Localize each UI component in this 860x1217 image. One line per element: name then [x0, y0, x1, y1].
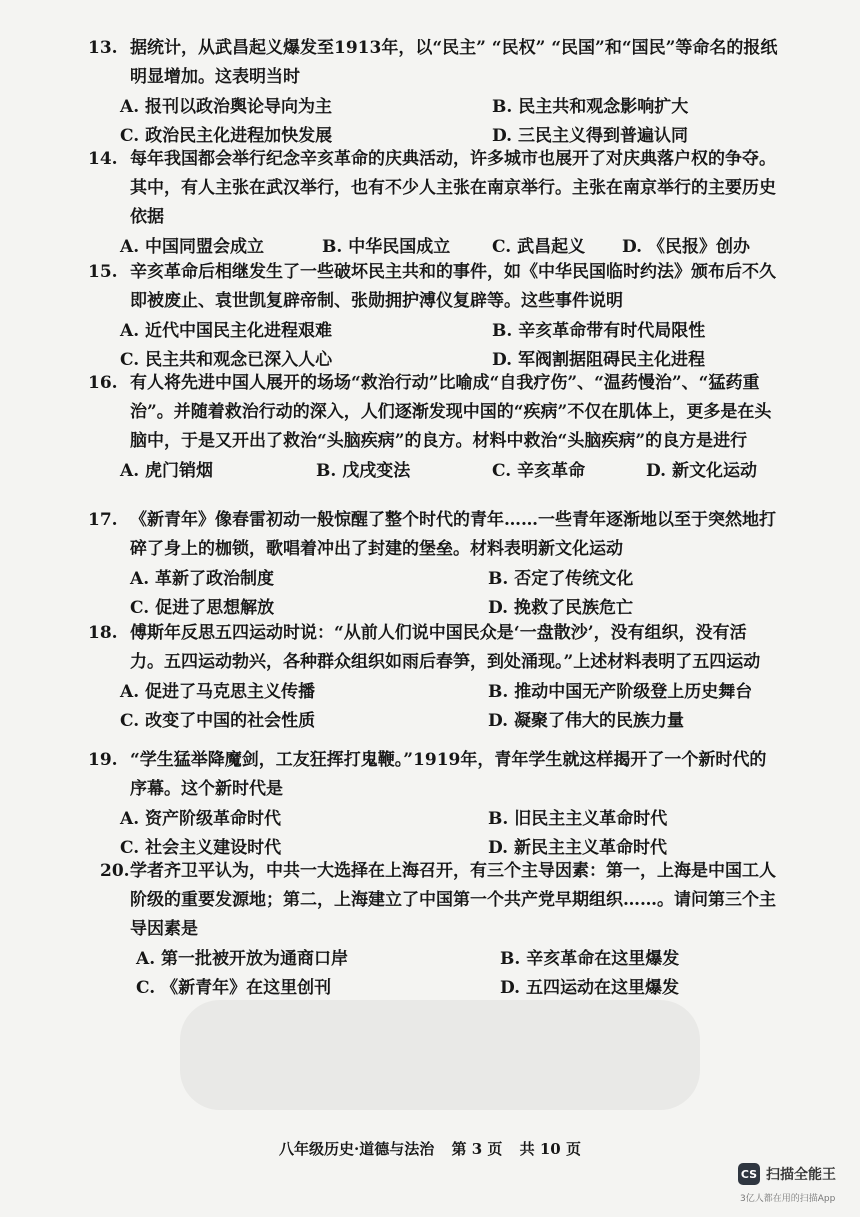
option-a: A. 近代中国民主化进程艰难 [120, 321, 333, 341]
question-text: 《新青年》像春雷初动一般惊醒了整个时代的青年……一些青年逐渐地以至于突然地打碎了身上的枷锁，歌唱着冲出了封建的堡垒。材料表明新文化运动 [130, 510, 776, 559]
option-d: D. 三民主义得到普遍认同 [492, 126, 688, 146]
question-number: 18. [88, 623, 118, 643]
option-b: B. 戊戌变法 [316, 461, 411, 481]
options-row [0, 944, 860, 973]
options-row [0, 564, 860, 593]
options-row [0, 677, 860, 706]
option-b: B. 辛亥革命带有时代局限性 [492, 321, 706, 341]
question-18 [0, 619, 860, 735]
option-a: A. 促进了马克思主义传播 [120, 682, 316, 702]
option-b: B. 民主共和观念影响扩大 [492, 97, 689, 117]
question-text: 辛亥革命后相继发生了一些破坏民主共和的事件，如《中华民国临时约法》颁布后不久即被废止、袁世凯复辟帝制、张勋拥护溥仪复辟等。这些事件说明 [130, 262, 776, 311]
options-row [0, 232, 860, 261]
question-stem [0, 369, 860, 456]
question-stem [0, 619, 860, 677]
option-a: A. 资产阶级革命时代 [120, 809, 282, 829]
question-20 [0, 857, 860, 1002]
option-c: C. 政治民主化进程加快发展 [120, 126, 333, 146]
option-d: D. 《民报》创办 [622, 237, 750, 257]
option-a: A. 报刊以政治舆论导向为主 [120, 97, 333, 117]
question-stem [0, 258, 860, 316]
question-stem [0, 145, 860, 232]
option-b: B. 辛亥革命在这里爆发 [500, 949, 680, 969]
question-number: 13. [88, 38, 118, 58]
option-a: A. 革新了政治制度 [130, 569, 275, 589]
question-15 [0, 258, 860, 374]
question-17 [0, 506, 860, 622]
question-number: 19. [88, 750, 118, 770]
question-13 [0, 34, 860, 150]
option-b: B. 旧民主主义革命时代 [488, 809, 668, 829]
question-text: 有人将先进中国人展开的场场“救治行动”比喻成“自我疗伤”、“温药慢治”、“猛药重治”。并随着救治行动的深入，人们逐渐发现中国的“疾病”不仅在肌体上，更多是在头脑中，于是又开出了救治“头脑疾病”的良方。材料中救治“头脑疾病”的良方是进行 [130, 373, 772, 451]
camscanner-logo-icon: CS [738, 1163, 760, 1185]
option-d: D. 军阀割据阻碍民主化进程 [492, 350, 705, 370]
question-stem [0, 34, 860, 92]
option-c: C. 促进了思想解放 [130, 598, 275, 618]
watermark-tagline: 3亿人都在用的扫描App [740, 1194, 836, 1204]
option-d: D. 挽救了民族危亡 [488, 598, 633, 618]
question-number: 17. [88, 510, 118, 530]
question-stem [0, 746, 860, 804]
option-c: C. 武昌起义 [492, 237, 586, 257]
option-b: B. 中华民国成立 [322, 237, 451, 257]
option-d: D. 五四运动在这里爆发 [500, 978, 679, 998]
question-text: 每年我国都会举行纪念辛亥革命的庆典活动，许多城市也展开了对庆典落户权的争夺。其中，有人主张在武汉举行，也有不少人主张在南京举行。主张在南京举行的主要历史依据 [130, 149, 776, 227]
footer-subject: 八年级历史·道德与法治 [279, 1140, 435, 1158]
question-19 [0, 746, 860, 862]
watermark-brand: 扫描全能王 [766, 1167, 836, 1183]
options-row [0, 593, 860, 622]
option-c: C. 社会主义建设时代 [120, 838, 282, 858]
options-row [0, 804, 860, 833]
option-d: D. 新文化运动 [646, 461, 757, 481]
question-number: 16. [88, 373, 118, 393]
scanner-watermark [738, 1163, 836, 1185]
option-d: D. 凝聚了伟大的民族力量 [488, 711, 684, 731]
question-number: 14. [88, 149, 118, 169]
question-stem [0, 506, 860, 564]
footer-page-number: 第 3 页 [451, 1140, 503, 1158]
options-row [0, 456, 860, 485]
option-c: C. 民主共和观念已深入人心 [120, 350, 333, 370]
option-a: A. 第一批被开放为通商口岸 [136, 949, 349, 969]
option-b: B. 推动中国无产阶级登上历史舞台 [488, 682, 753, 702]
page-footer [0, 1138, 860, 1159]
options-row [0, 92, 860, 121]
option-c: C. 《新青年》在这里创刊 [136, 978, 332, 998]
options-row [0, 316, 860, 345]
option-c: C. 改变了中国的社会性质 [120, 711, 316, 731]
question-text: 学者齐卫平认为，中共一大选择在上海召开，有三个主导因素：第一，上海是中国工人阶级的重要发源地；第二，上海建立了中国第一个共产党早期组织……。请问第三个主导因素是 [130, 861, 776, 939]
question-16 [0, 369, 860, 485]
option-d: D. 新民主主义革命时代 [488, 838, 667, 858]
question-text: 据统计，从武昌起义爆发至1913年，以“民主” “民权” “民国”和“国民”等命名的报纸明显增加。这表明当时 [130, 38, 778, 87]
question-text: 傅斯年反思五四运动时说：“从前人们说中国民众是‘一盘散沙’，没有组织，没有活力。五四运动勃兴，各种群众组织如雨后春笋，到处涌现。”上述材料表明了五四运动 [130, 623, 761, 672]
options-row [0, 973, 860, 1002]
scan-smudge [180, 1000, 700, 1110]
option-b: B. 否定了传统文化 [488, 569, 634, 589]
question-text: “学生猛举降魔剑，工友狂挥打鬼鞭。”1919年，青年学生就这样揭开了一个新时代的序幕。这个新时代是 [130, 750, 767, 799]
question-stem [0, 857, 860, 944]
option-a: A. 中国同盟会成立 [120, 237, 265, 257]
question-number: 15. [88, 262, 118, 282]
footer-page-total: 共 10 页 [519, 1140, 581, 1158]
options-row [0, 706, 860, 735]
option-c: C. 辛亥革命 [492, 461, 586, 481]
question-14 [0, 145, 860, 261]
question-number: 20. [100, 861, 130, 881]
option-a: A. 虎门销烟 [120, 461, 214, 481]
